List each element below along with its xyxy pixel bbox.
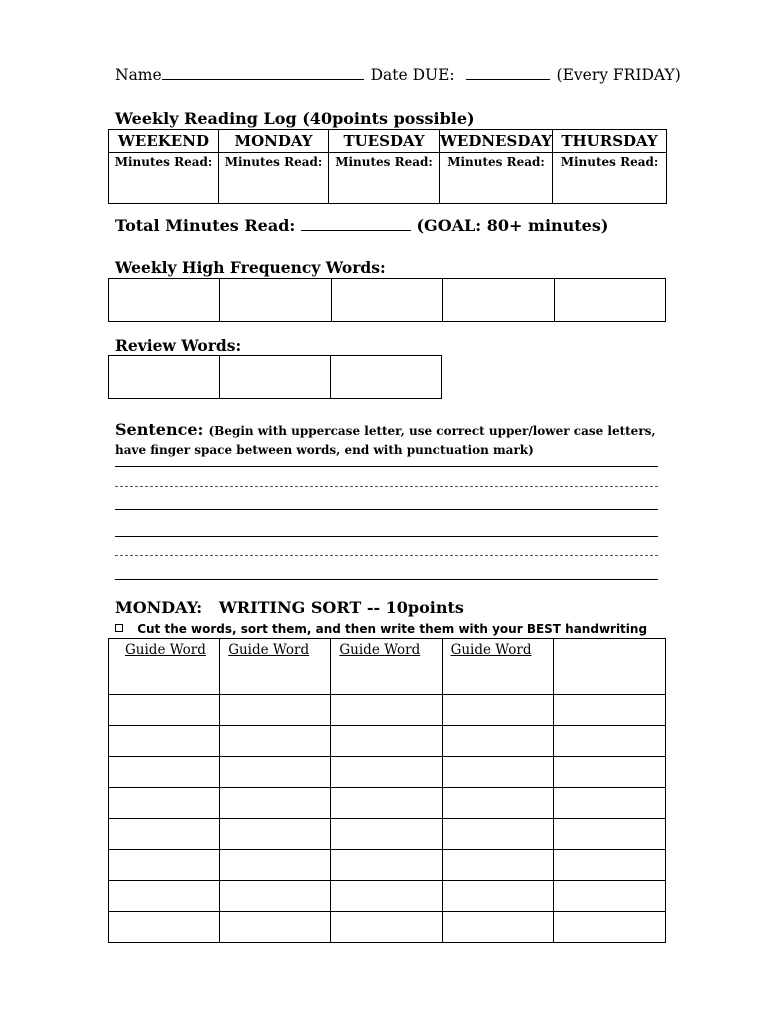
sort-cell[interactable]	[442, 726, 553, 757]
review-word-cell[interactable]	[109, 356, 220, 399]
guide-word-label: Guide Word	[450, 642, 532, 658]
sort-cell[interactable]	[442, 819, 553, 850]
sentence-instructions: (Begin with uppercase letter, use correct upper/lower case letters, have finger space between words, end with punctuation mark)	[115, 424, 656, 457]
writing-line-base	[115, 579, 658, 580]
date-due-field[interactable]	[466, 79, 550, 80]
sort-cell[interactable]	[553, 788, 665, 819]
sort-cell[interactable]	[220, 819, 331, 850]
day-header-weekend: WEEKEND	[109, 130, 219, 153]
goal-note: (GOAL: 80+ minutes)	[416, 216, 609, 235]
writing-line-top	[115, 466, 658, 467]
sort-cell[interactable]	[331, 695, 442, 726]
sort-row	[109, 850, 666, 881]
sort-row	[109, 757, 666, 788]
sentence-section	[115, 421, 660, 459]
sort-cell[interactable]	[331, 757, 442, 788]
high-frequency-cell[interactable]	[220, 279, 331, 322]
sort-cell[interactable]	[442, 850, 553, 881]
total-minutes-field[interactable]	[301, 230, 411, 231]
sort-cell[interactable]	[553, 819, 665, 850]
sort-cell[interactable]	[109, 726, 220, 757]
sort-cell[interactable]	[220, 695, 331, 726]
reading-log-title: Weekly Reading Log (40points possible)	[115, 109, 475, 128]
sort-row	[109, 726, 666, 757]
review-word-cell[interactable]	[331, 356, 442, 399]
sort-cell[interactable]	[553, 912, 665, 943]
minutes-read-row	[109, 153, 667, 204]
minutes-cell-wednesday[interactable]	[440, 153, 553, 204]
sort-cell[interactable]	[442, 788, 553, 819]
sort-cell[interactable]	[109, 757, 220, 788]
sort-cell[interactable]	[442, 757, 553, 788]
guide-word-label: Guide Word	[125, 642, 206, 658]
minutes-read-label: Minutes Read:	[335, 155, 433, 169]
writing-line-mid	[115, 486, 658, 487]
sort-cell[interactable]	[553, 757, 665, 788]
sort-cell[interactable]	[331, 881, 442, 912]
name-label: Name	[115, 66, 162, 84]
writing-line-mid	[115, 555, 658, 556]
sort-cell[interactable]	[442, 695, 553, 726]
day-header-tuesday: TUESDAY	[329, 130, 440, 153]
sort-cell[interactable]	[109, 912, 220, 943]
high-frequency-cell[interactable]	[331, 279, 442, 322]
sort-cell[interactable]	[220, 726, 331, 757]
sort-cell[interactable]	[553, 881, 665, 912]
high-frequency-table	[108, 278, 666, 322]
sort-cell[interactable]	[109, 788, 220, 819]
writing-sort-instruction: Cut the words, sort them, and then write them with your BEST handwriting	[137, 622, 648, 636]
guide-word-cell[interactable]	[331, 639, 442, 695]
sort-cell[interactable]	[220, 912, 331, 943]
minutes-cell-thursday[interactable]	[553, 153, 667, 204]
sort-row	[109, 881, 666, 912]
sort-cell[interactable]	[331, 850, 442, 881]
sort-cell[interactable]	[220, 881, 331, 912]
date-due-label: Date DUE:	[370, 66, 455, 84]
minutes-cell-tuesday[interactable]	[329, 153, 440, 204]
guide-word-row	[109, 639, 666, 695]
high-frequency-cell[interactable]	[443, 279, 554, 322]
review-words-title: Review Words:	[115, 336, 242, 355]
day-header-monday: MONDAY	[219, 130, 329, 153]
reading-log-table	[108, 129, 667, 204]
total-minutes-label: Total Minutes Read:	[115, 216, 296, 235]
guide-word-label: Guide Word	[228, 642, 310, 658]
guide-word-cell[interactable]	[220, 639, 331, 695]
minutes-cell-weekend[interactable]	[109, 153, 219, 204]
sort-cell[interactable]	[553, 695, 665, 726]
sort-cell[interactable]	[331, 819, 442, 850]
sort-cell[interactable]	[220, 788, 331, 819]
sort-cell[interactable]	[331, 788, 442, 819]
checkbox-bullet-icon	[115, 624, 123, 632]
day-header-thursday: THURSDAY	[553, 130, 667, 153]
sort-cell[interactable]	[109, 850, 220, 881]
high-frequency-cell[interactable]	[109, 279, 220, 322]
sort-cell[interactable]	[331, 726, 442, 757]
sort-cell[interactable]	[553, 850, 665, 881]
sort-row	[109, 695, 666, 726]
sort-cell[interactable]	[220, 850, 331, 881]
guide-word-cell[interactable]	[442, 639, 553, 695]
sort-cell[interactable]	[331, 912, 442, 943]
writing-line-top	[115, 536, 658, 537]
minutes-read-label: Minutes Read:	[114, 155, 213, 169]
day-header-wednesday: WEDNESDAY	[440, 130, 553, 153]
guide-word-cell[interactable]	[109, 639, 220, 695]
reading-log-header-row	[109, 130, 667, 153]
high-frequency-title: Weekly High Frequency Words:	[115, 258, 386, 277]
sort-row	[109, 912, 666, 943]
minutes-read-label: Minutes Read:	[447, 155, 545, 169]
guide-word-label: Guide Word	[339, 642, 421, 658]
review-word-cell[interactable]	[220, 356, 331, 399]
writing-line-base	[115, 509, 658, 510]
sort-cell[interactable]	[553, 726, 665, 757]
sentence-title: Sentence:	[115, 420, 204, 439]
writing-sort-title: MONDAY: WRITING SORT -- 10points	[115, 598, 464, 617]
sort-row	[109, 819, 666, 850]
writing-sort-instruction-line	[115, 622, 647, 636]
sort-cell[interactable]	[109, 819, 220, 850]
total-minutes-line	[115, 216, 608, 235]
name-date-line	[115, 66, 681, 84]
minutes-read-label: Minutes Read:	[224, 155, 323, 169]
sort-cell[interactable]	[220, 757, 331, 788]
minutes-read-label: Minutes Read:	[560, 155, 659, 169]
sort-cell[interactable]	[109, 881, 220, 912]
sort-cell[interactable]	[109, 695, 220, 726]
name-field[interactable]	[162, 79, 364, 80]
sort-cell[interactable]	[442, 881, 553, 912]
sort-cell[interactable]	[442, 912, 553, 943]
high-frequency-cell[interactable]	[554, 279, 665, 322]
every-friday-note: (Every FRIDAY)	[556, 66, 681, 84]
review-words-table	[108, 355, 442, 399]
writing-sort-table	[108, 638, 666, 943]
guide-word-cell[interactable]	[553, 639, 665, 695]
minutes-cell-monday[interactable]	[219, 153, 329, 204]
sort-row	[109, 788, 666, 819]
